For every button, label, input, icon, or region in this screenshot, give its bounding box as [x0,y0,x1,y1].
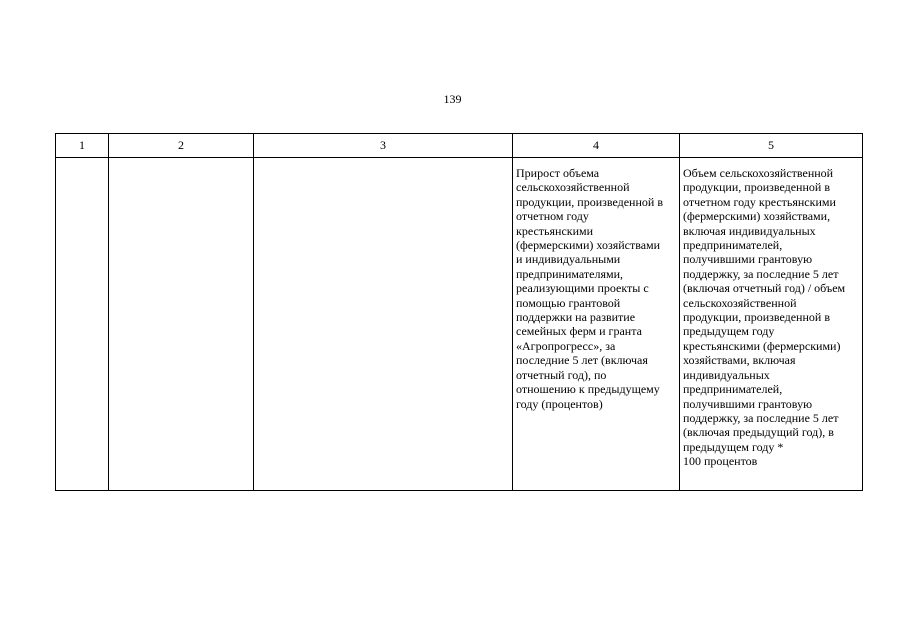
indicator-table [55,133,863,491]
indicator-name-text: Прирост объема сельскохозяйственной продукции, произведенной в отчетном году крестьянскими (фермерскими) хозяйствами и индивидуальными предпринимателями, реализующими проекты с помощью грантовой поддержки на развитие семейных ферм и гранта «Агропрогресс», за последние 5 лет (включая отчетный год), по отношению к предыдущему году (процентов) [516,166,663,411]
indicator-formula-text: Объем сельскохозяйственной продукции, произведенной в отчетном году крестьянскими (фермерскими) хозяйствами, включая индивидуальных предпринимателей, получившими грантовую поддержку, за последние 5 лет (включая отчетный год) / объем сельскохозяйственной продукции, произведенной в предыдущем году крестьянскими (фермерскими) хозяйствами, включая индивидуальных предпринимателей, получившими грантовую поддержку, за последние 5 лет (включая предыдущий год), в предыдущем году * 100 процентов [683,166,846,469]
cell-indicator-name [513,158,680,491]
table-row [56,158,863,491]
header-cell-2: 2 [109,134,254,158]
cell-col1 [56,158,109,491]
header-cell-4: 4 [513,134,680,158]
header-cell-3: 3 [254,134,513,158]
page-number: 139 [443,92,462,106]
header-cell-5: 5 [680,134,863,158]
cell-col2 [109,158,254,491]
cell-indicator-formula [680,158,863,491]
header-cell-1: 1 [56,134,109,158]
table-header-row [56,134,863,158]
cell-col3 [254,158,513,491]
